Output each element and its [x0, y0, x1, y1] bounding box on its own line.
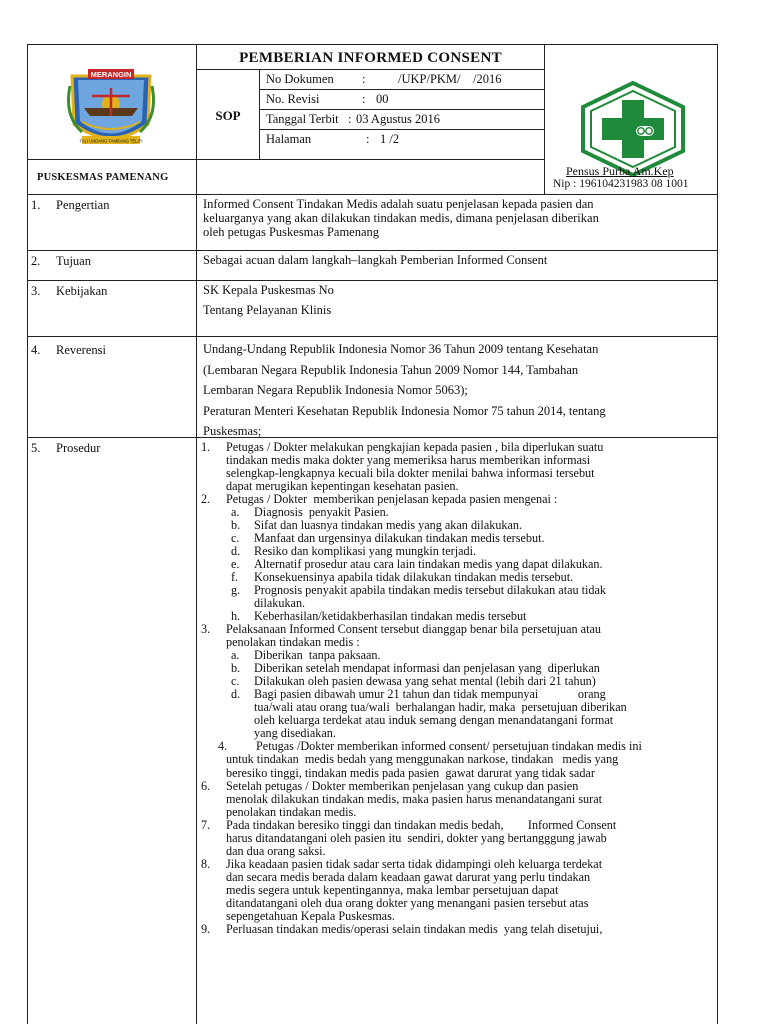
- procedure-item-text: untuk tindakan medis bedah yang menggunakan narkose, tindakan medis yang: [226, 752, 619, 767]
- signer-nip: Nip : 196104231983 08 1001: [553, 178, 689, 190]
- section-number: 1.: [31, 198, 41, 212]
- col-divider: [196, 44, 197, 1024]
- procedure-item-number: 6.: [201, 778, 211, 793]
- procedure-item-number: 4.: [218, 739, 228, 754]
- procedure-item-number: 3.: [201, 622, 211, 637]
- procedure-item-text: harus ditandatangani oleh pasien itu sendiri, dokter yang bertangggung jawab: [226, 830, 607, 845]
- procedure-subitem-letter: c.: [231, 531, 240, 546]
- table-border-right: [717, 44, 718, 1024]
- procedure-subitem-text: Diagnosis penyakit Pasien.: [254, 505, 389, 520]
- procedure-item-text: sepengetahuan Kepala Puskesmas.: [226, 908, 395, 923]
- procedure-subitem-letter: d.: [231, 544, 241, 559]
- procedure-item-number: 2.: [201, 492, 211, 507]
- procedure-subitem-text: Alternatif prosedur atau cara lain tindakan medis yang dapat dilakukan.: [254, 557, 603, 572]
- meta-row-no-revisi: [266, 92, 389, 107]
- procedure-subitem-text: Diberikan tanpa paksaan.: [254, 648, 381, 663]
- meta-label: No Dokumen: [266, 72, 334, 86]
- procedure-item-text: ditandatangani oleh dua orang dokter yang menangani pasien tersebut atas: [226, 895, 589, 910]
- meta-row-line: [259, 109, 545, 110]
- header-row-line: [27, 159, 545, 160]
- procedure-subitem-text: Sifat dan luasnya tindakan medis yang akan dilakukan.: [254, 518, 523, 533]
- meta-label: Halaman: [266, 132, 312, 146]
- procedure-item-number: 1.: [201, 440, 211, 454]
- meta-sep: :: [362, 92, 366, 106]
- meta-row-tanggal-terbit: [266, 112, 440, 127]
- procedure-subitem-text: Bagi pasien dibawah umur 21 tahun dan tidak mempunyai orang: [254, 687, 606, 702]
- meta-value: /UKP/PKM/ /2016: [398, 72, 502, 86]
- procedure-item-number: 8.: [201, 856, 211, 871]
- section-text: Lembaran Negara Republik Indonesia Nomor 5063);: [203, 383, 468, 397]
- procedure-item-text: Pelaksanaan Informed Consent tersebut dianggap benar bila persetujuan atau: [226, 622, 601, 637]
- header-bottom-line: [27, 194, 718, 195]
- section-label-reverensi: Reverensi: [56, 343, 106, 357]
- section-text: Sebagai acuan dalam langkah–langkah Pemberian Informed Consent: [203, 253, 548, 267]
- procedure-subitem-letter: e.: [231, 557, 240, 572]
- procedure-item-text: penolakan tindakan medis :: [226, 635, 360, 650]
- meta-value: 00: [376, 92, 389, 106]
- section-number: 5.: [31, 441, 41, 455]
- procedure-item-number: 9.: [201, 921, 211, 936]
- meta-sep: :: [366, 132, 370, 146]
- section-text: Undang-Undang Republik Indonesia Nomor 36 Tahun 2009 tentang Kesehatan: [203, 342, 599, 356]
- sop-label: SOP: [215, 108, 241, 123]
- procedure-item-text: dapat merugikan kepentingan kesehatan pasien.: [226, 479, 459, 494]
- meta-row-halaman: [266, 132, 399, 147]
- meta-row-line: [259, 89, 545, 90]
- procedure-item-text: dan dua orang saksi.: [226, 843, 326, 858]
- section-text: Tentang Pelayanan Klinis: [203, 303, 332, 317]
- merangin-logo: [62, 66, 160, 154]
- section-text: Puskesmas;: [203, 424, 262, 438]
- document-title: PEMBERIAN INFORMED CONSENT: [239, 50, 502, 66]
- section-text: keluarganya yang akan dilakukan tindakan medis, dimana penjelasan diberikan: [203, 211, 599, 225]
- procedure-item-text: Pada tindakan beresiko tinggi dan tindakan medis bedah, Informed Consent: [226, 817, 617, 832]
- procedure-subitem-text: Diberikan setelah mendapat informasi dan penjelasan yang diperlukan: [254, 661, 600, 676]
- table-border-left: [27, 44, 28, 1024]
- section-label-pengertian: Pengertian: [56, 198, 110, 212]
- meta-value: 03 Agustus 2016: [356, 112, 441, 126]
- procedure-item-text: menolak dilakukan tindakan medis, maka pasien harus menandatangani surat: [226, 791, 603, 806]
- procedure-subitem-text: dilakukan.: [254, 596, 306, 611]
- procedure-subitem-letter: f.: [231, 570, 239, 585]
- procedure-subitem-letter: h.: [231, 609, 241, 624]
- section-number: 2.: [31, 254, 41, 268]
- org-name: PUSKESMAS PAMENANG: [37, 172, 169, 183]
- procedure-item-text: dan secara medis berada dalam keadaan gawat darurat yang perlu tindakan: [226, 869, 591, 884]
- procedure-subitem-text: Konsekuensinya apabila tidak dilakukan tindakan medis tersebut.: [254, 570, 574, 585]
- procedure-subitem-text: Keberhasilan/ketidakberhasilan tindakan medis tersebut: [254, 609, 527, 624]
- procedure-subitem-letter: d.: [231, 687, 241, 702]
- section-text: Peraturan Menteri Kesehatan Republik Indonesia Nomor 75 tahun 2014, tentang: [203, 404, 606, 418]
- meta-label: No. Revisi: [266, 92, 320, 106]
- procedure-item-text: Petugas /Dokter memberikan informed consent/ persetujuan tindakan medis ini: [256, 739, 642, 754]
- section-number: 3.: [31, 284, 41, 298]
- section-label-kebijakan: Kebijakan: [56, 284, 108, 298]
- procedure-item-text: tindakan medis maka dokter yang memeriksa harus memberikan informasi: [226, 453, 591, 468]
- procedure-subitem-letter: a.: [231, 648, 240, 663]
- procedure-item-text: Petugas / Dokter memberikan penjelasan kepada pasien mengenai :: [226, 492, 558, 507]
- procedure-subitem-text: Resiko dan komplikasi yang mungkin terjadi.: [254, 544, 477, 559]
- section-label-prosedur: Prosedur: [56, 441, 101, 455]
- procedure-subitem-letter: b.: [231, 518, 241, 533]
- header-col-divider-sop: [259, 69, 260, 159]
- section-text: oleh petugas Puskesmas Pamenang: [203, 225, 380, 239]
- procedure-item-number: 7.: [201, 817, 211, 832]
- section-text: Informed Consent Tindakan Medis adalah suatu penjelasan kepada pasien dan: [203, 197, 594, 211]
- row-line: [27, 250, 718, 251]
- procedure-item-text: selengkap-lengkapnya kecuali bila dokter menilai bahwa informasi tersebut: [226, 466, 595, 481]
- procedure-item-text: penolakan tindakan medis.: [226, 804, 357, 819]
- procedure-item-text: Perluasan tindakan medis/operasi selain tindakan medis yang telah disetujui,: [226, 921, 603, 936]
- procedure-subitem-letter: g.: [231, 583, 241, 598]
- procedure-subitem-letter: a.: [231, 505, 240, 520]
- signer-name: Pensus Purba Am.Kep: [566, 164, 674, 178]
- procedure-subitem-text: yang disediakan.: [254, 726, 336, 741]
- procedure-item-text: Petugas / Dokter melakukan pengkajian kepada pasien , bila diperlukan suatu: [226, 440, 604, 454]
- procedure-item-text: Setelah petugas / Dokter memberikan penjelasan yang cukup dan pasien: [226, 778, 579, 793]
- row-line: [27, 336, 718, 337]
- procedure-subitem-text: Manfaat dan urgensinya dilakukan tindakan medis tersebut.: [254, 531, 545, 546]
- logo-motto: TALI UNDANG TAMBANG TELITI: [79, 138, 143, 144]
- procedure-subitem-letter: b.: [231, 661, 241, 676]
- meta-sep: :: [362, 72, 366, 86]
- procedure-subitem-letter: c.: [231, 674, 240, 689]
- procedure-item-text: medis segera untuk kepentingannya, maka lembar persetujuan dapat: [226, 882, 559, 897]
- meta-label: Tanggal Terbit: [266, 112, 339, 126]
- meta-row-no-dokumen: [266, 72, 502, 87]
- header-col-divider-right: [544, 44, 545, 194]
- table-border-top: [27, 44, 718, 45]
- section-text: (Lembaran Negara Republik Indonesia Tahun 2009 Nomor 144, Tambahan: [203, 363, 579, 377]
- procedure-item-text: Jika keadaan pasien tidak sadar serta tidak didampingi oleh keluarga terdekat: [226, 856, 603, 871]
- procedure-subitem-text: oleh keluarga terdekat atau induk semang dengan menandatangani format: [254, 713, 614, 728]
- row-line: [27, 437, 718, 438]
- logo-banner: MERANGIN: [90, 70, 132, 79]
- title-underline: [196, 69, 545, 70]
- meta-sep: :: [348, 112, 352, 126]
- procedure-item-text: beresiko tinggi, tindakan medis pada pasien gawat darurat yang tidak sadar: [226, 765, 595, 780]
- procedure-subitem-text: Dilakukan oleh pasien dewasa yang sehat mental (lebih dari 21 tahun): [254, 674, 596, 689]
- section-number: 4.: [31, 343, 41, 357]
- section-text: SK Kepala Puskesmas No: [203, 283, 334, 297]
- meta-value: 1 /2: [380, 132, 400, 146]
- procedure-subitem-text: Prognosis penyakit apabila tindakan medis tersebut dilakukan atau tidak: [254, 583, 606, 598]
- procedure-subitem-text: tua/wali atau orang tua/wali berhalangan hadir, maka persetujuan diberikan: [254, 700, 627, 715]
- meta-row-line: [259, 129, 545, 130]
- row-line: [27, 280, 718, 281]
- section-label-tujuan: Tujuan: [56, 254, 91, 268]
